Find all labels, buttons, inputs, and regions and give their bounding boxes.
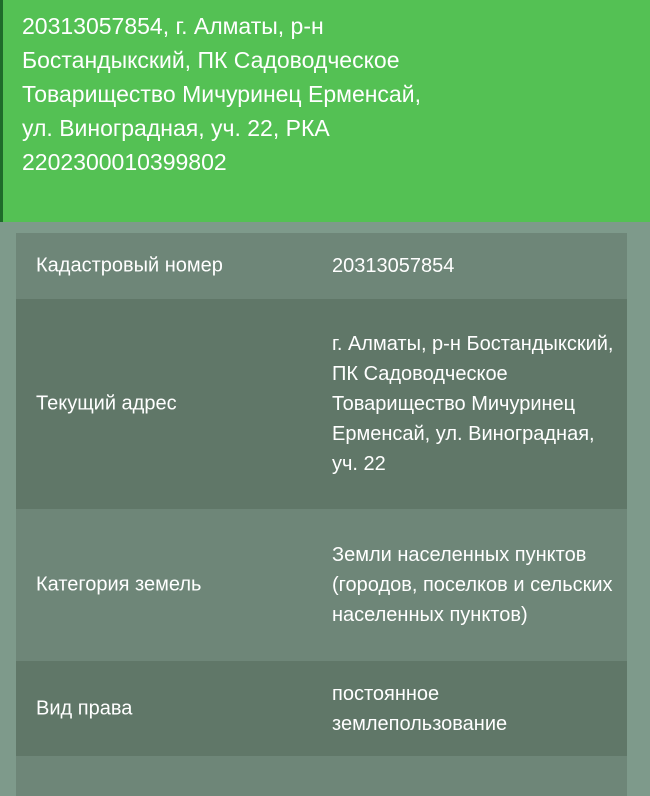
row-label: Вид права <box>36 697 133 719</box>
row-value: Земли населенных пунктов (городов, поселков и сельских населенных пунктов) <box>332 544 613 626</box>
details-table <box>16 233 627 793</box>
table-row-right-type <box>16 661 627 756</box>
table-row-cadastral-number <box>16 233 627 299</box>
table-row-current-address <box>16 299 627 509</box>
page-header <box>0 0 650 222</box>
table-row-land-category <box>16 509 627 661</box>
row-value: 20313057854 <box>332 255 455 277</box>
row-label: Категория земель <box>36 573 202 596</box>
page-title: 20313057854, г. Алматы, р-н Бостандыкский, ПК Садоводческое Товарищество Мичуринец Ерменсай, ул. Виноградная, уч. 22, РКА 2202300010399802 <box>22 13 421 175</box>
row-label: Текущий адрес <box>36 392 177 415</box>
row-value: г. Алматы, р-н Бостандыкский, ПК Садоводческое Товарищество Мичуринец Ерменсай, ул. Виноградная, уч. 22 <box>332 333 614 475</box>
table-row-next <box>16 756 627 796</box>
row-label: Кадастровый номер <box>36 254 223 277</box>
row-value: постоянное землепользование <box>332 682 508 735</box>
